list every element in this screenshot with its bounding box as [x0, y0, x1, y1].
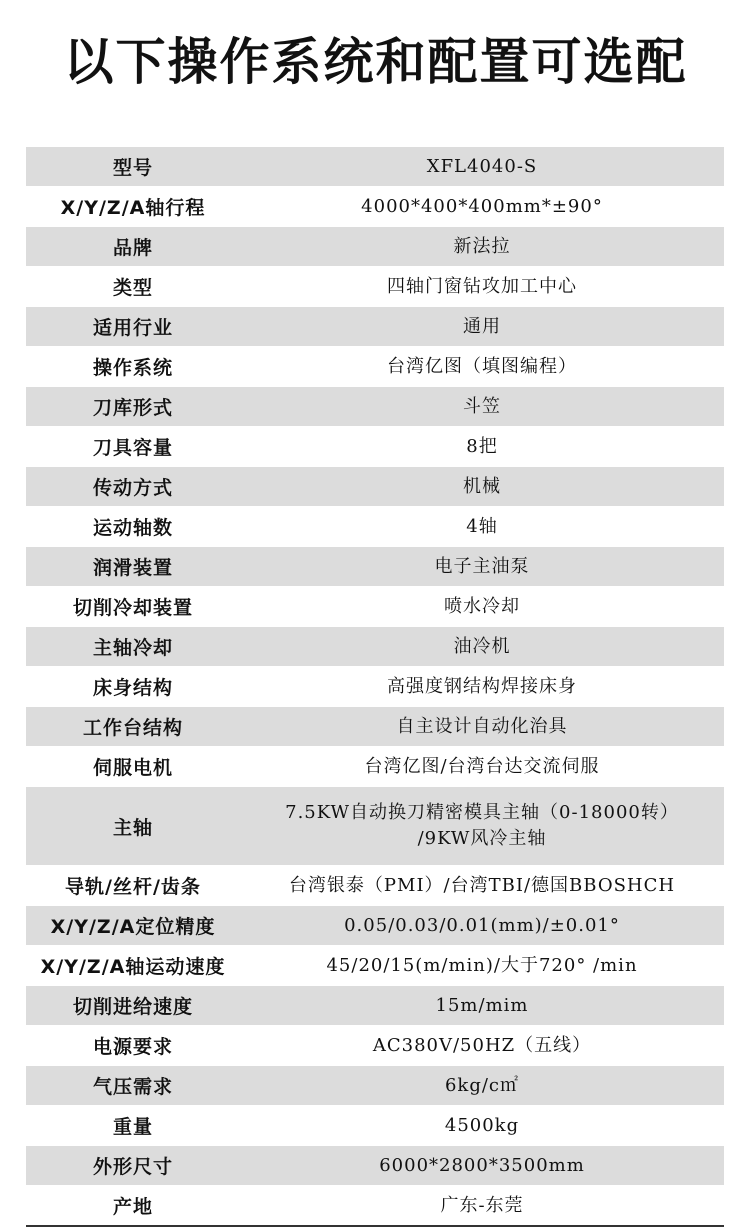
spec-row-dimensions	[26, 1146, 724, 1186]
spec-label: 传动方式	[26, 467, 240, 507]
spec-row-feed-speed	[26, 986, 724, 1026]
spec-row-servo	[26, 747, 724, 787]
spec-label: 类型	[26, 267, 240, 307]
spec-label: 主轴冷却	[26, 627, 240, 667]
spec-label: 型号	[26, 147, 240, 187]
spec-label: 工作台结构	[26, 707, 240, 747]
spec-row-power	[26, 1026, 724, 1066]
spec-value: 广东-东莞	[240, 1186, 724, 1227]
spec-label: 运动轴数	[26, 507, 240, 547]
spec-row-accuracy	[26, 906, 724, 946]
spec-label: 品牌	[26, 227, 240, 267]
spec-label: 外形尺寸	[26, 1146, 240, 1186]
spec-value: 油冷机	[240, 627, 724, 667]
spec-label: 刀具容量	[26, 427, 240, 467]
spec-label: 适用行业	[26, 307, 240, 347]
spec-value: 8把	[240, 427, 724, 467]
spec-row-spindle-cooling	[26, 627, 724, 667]
spec-value: 喷水冷却	[240, 587, 724, 627]
spec-value: 6000*2800*3500mm	[240, 1146, 724, 1186]
spec-label: X/Y/Z/A轴运动速度	[26, 946, 240, 986]
spec-row-spindle	[26, 787, 724, 866]
spec-value: 台湾亿图/台湾台达交流伺服	[240, 747, 724, 787]
spec-value-line: /9KW风冷主轴	[417, 828, 547, 849]
spec-value: 四轴门窗钻攻加工中心	[240, 267, 724, 307]
spec-value: 机械	[240, 467, 724, 507]
spec-row-model	[26, 147, 724, 187]
spec-label: 伺服电机	[26, 747, 240, 787]
spec-value: 4轴	[240, 507, 724, 547]
spec-row-travel	[26, 187, 724, 227]
spec-row-origin	[26, 1186, 724, 1227]
spec-value: 15m/mim	[240, 986, 724, 1026]
spec-label: 切削冷却装置	[26, 587, 240, 627]
spec-label: 电源要求	[26, 1026, 240, 1066]
spec-value: 4000*400*400mm*±90°	[240, 187, 724, 227]
spec-row-worktable	[26, 707, 724, 747]
spec-label: X/Y/Z/A定位精度	[26, 906, 240, 946]
spec-label: 导轨/丝杆/齿条	[26, 866, 240, 906]
spec-row-brand	[26, 227, 724, 267]
spec-label: 主轴	[26, 787, 240, 866]
page-title: 以下操作系统和配置可选配	[63, 33, 688, 91]
spec-value: XFL4040-S	[240, 147, 724, 187]
spec-row-tool-capacity	[26, 427, 724, 467]
spec-value: 台湾银泰（PMI）/台湾TBI/德国BBOSHCH	[240, 866, 724, 906]
spec-value: 台湾亿图（填图编程）	[240, 347, 724, 387]
spec-label: X/Y/Z/A轴行程	[26, 187, 240, 227]
spec-label: 润滑装置	[26, 547, 240, 587]
spec-value: 4500kg	[240, 1106, 724, 1146]
spec-value: 电子主油泵	[240, 547, 724, 587]
spec-row-axis-speed	[26, 946, 724, 986]
spec-value: 45/20/15(m/min)/大于720° /min	[240, 946, 724, 986]
spec-row-tool-magazine	[26, 387, 724, 427]
spec-row-weight	[26, 1106, 724, 1146]
spec-value-line: 7.5KW自动换刀精密模具主轴（0-18000转）	[285, 802, 679, 823]
spec-label: 操作系统	[26, 347, 240, 387]
spec-value: AC380V/50HZ（五线）	[240, 1026, 724, 1066]
spec-row-air-pressure	[26, 1066, 724, 1106]
spec-row-transmission	[26, 467, 724, 507]
spec-row-lubrication	[26, 547, 724, 587]
spec-value: 自主设计自动化治具	[240, 707, 724, 747]
spec-label: 刀库形式	[26, 387, 240, 427]
spec-table	[26, 146, 724, 1227]
spec-row-guides	[26, 866, 724, 906]
spec-value: 0.05/0.03/0.01(mm)/±0.01°	[240, 906, 724, 946]
spec-label: 重量	[26, 1106, 240, 1146]
spec-row-cutting-cooling	[26, 587, 724, 627]
spec-label: 切削进给速度	[26, 986, 240, 1026]
spec-row-os	[26, 347, 724, 387]
spec-value: 6kg/c㎡	[240, 1066, 724, 1106]
spec-row-bed	[26, 667, 724, 707]
spec-row-axes	[26, 507, 724, 547]
spec-label: 床身结构	[26, 667, 240, 707]
spec-row-type	[26, 267, 724, 307]
spec-value: 通用	[240, 307, 724, 347]
spec-value: 斗笠	[240, 387, 724, 427]
spec-value: 新法拉	[240, 227, 724, 267]
spec-value: 高强度钢结构焊接床身	[240, 667, 724, 707]
spec-label: 气压需求	[26, 1066, 240, 1106]
spec-value	[240, 787, 724, 866]
spec-label: 产地	[26, 1186, 240, 1227]
spec-row-industry	[26, 307, 724, 347]
